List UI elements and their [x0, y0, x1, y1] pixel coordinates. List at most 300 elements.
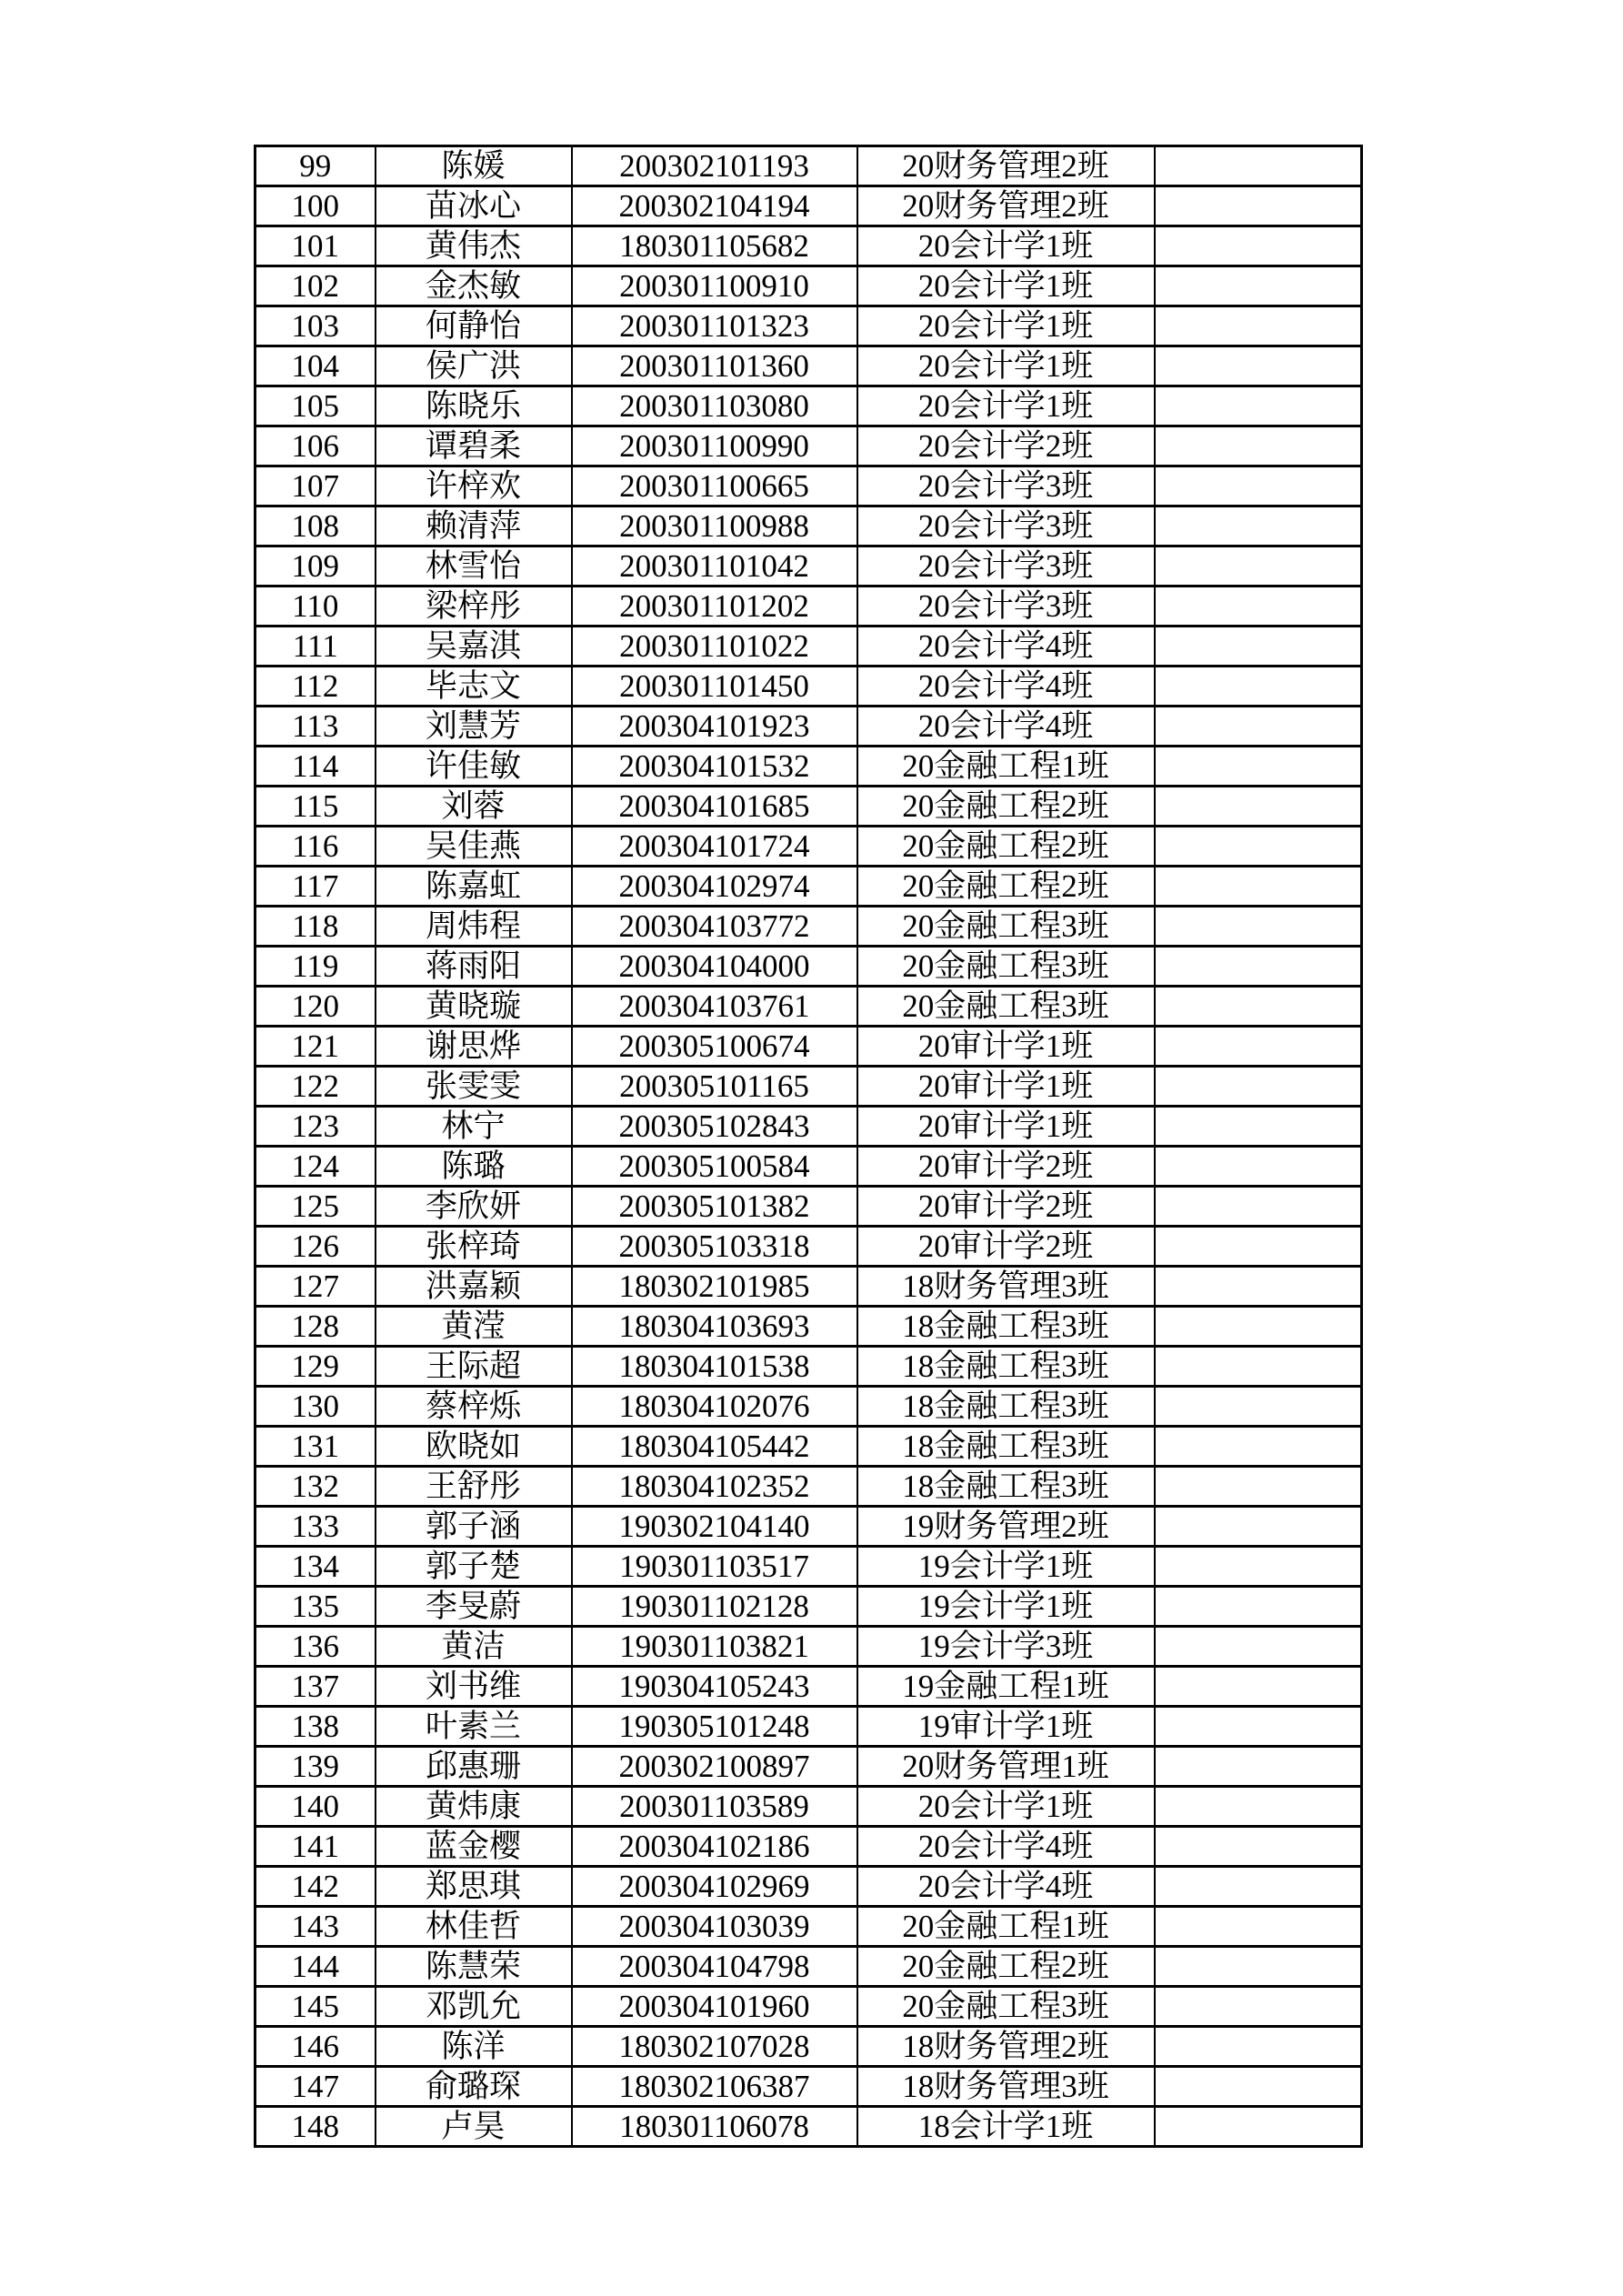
class-name-cell: 20会计学4班 [857, 667, 1155, 707]
row-number-cell: 122 [255, 1067, 376, 1107]
table-row [255, 787, 1362, 827]
student-id-cell: 190302104140 [572, 1507, 857, 1547]
table-row [255, 1747, 1362, 1787]
row-number-cell: 105 [255, 386, 376, 426]
student-id-cell: 200304101724 [572, 827, 857, 867]
note-cell [1155, 2027, 1362, 2067]
student-name-cell: 陈嘉虹 [376, 867, 572, 907]
student-name-cell: 侯广洪 [376, 346, 572, 386]
note-cell [1155, 466, 1362, 506]
table-row [255, 1027, 1362, 1067]
student-name-cell: 张雯雯 [376, 1067, 572, 1107]
table-row [255, 827, 1362, 867]
row-number-cell: 109 [255, 546, 376, 587]
student-name-cell: 何静怡 [376, 306, 572, 346]
student-name-cell: 陈洋 [376, 2027, 572, 2067]
student-id-cell: 200301100910 [572, 266, 857, 306]
student-roster-table [254, 145, 1363, 2148]
note-cell [1155, 1707, 1362, 1747]
student-name-cell: 蓝金樱 [376, 1827, 572, 1867]
note-cell [1155, 1747, 1362, 1787]
class-name-cell: 18会计学1班 [857, 2107, 1155, 2147]
student-id-cell: 200305103318 [572, 1227, 857, 1267]
student-name-cell: 黄滢 [376, 1307, 572, 1347]
student-id-cell: 200304101923 [572, 707, 857, 747]
row-number-cell: 138 [255, 1707, 376, 1747]
student-name-cell: 黄炜康 [376, 1787, 572, 1827]
note-cell [1155, 386, 1362, 426]
student-id-cell: 200301101022 [572, 627, 857, 667]
class-name-cell: 20会计学1班 [857, 226, 1155, 266]
row-number-cell: 134 [255, 1547, 376, 1587]
table-row [255, 1347, 1362, 1387]
table-row [255, 2027, 1362, 2067]
class-name-cell: 20金融工程3班 [857, 987, 1155, 1027]
class-name-cell: 20金融工程2班 [857, 867, 1155, 907]
student-roster-body [255, 146, 1362, 2147]
class-name-cell: 20审计学1班 [857, 1027, 1155, 1067]
class-name-cell: 20审计学2班 [857, 1147, 1155, 1187]
student-id-cell: 200301103080 [572, 386, 857, 426]
table-row [255, 1147, 1362, 1187]
student-id-cell: 180304103693 [572, 1307, 857, 1347]
student-id-cell: 200304101960 [572, 1987, 857, 2027]
student-name-cell: 刘慧芳 [376, 707, 572, 747]
table-row [255, 266, 1362, 306]
note-cell [1155, 1627, 1362, 1667]
row-number-cell: 110 [255, 587, 376, 627]
class-name-cell: 20财务管理1班 [857, 1747, 1155, 1787]
class-name-cell: 19财务管理2班 [857, 1507, 1155, 1547]
student-id-cell: 200302101193 [572, 146, 857, 186]
table-row [255, 907, 1362, 947]
class-name-cell: 19会计学1班 [857, 1587, 1155, 1627]
note-cell [1155, 146, 1362, 186]
student-name-cell: 赖清萍 [376, 506, 572, 546]
note-cell [1155, 506, 1362, 546]
note-cell [1155, 627, 1362, 667]
class-name-cell: 20金融工程1班 [857, 747, 1155, 787]
student-id-cell: 200305100674 [572, 1027, 857, 1067]
table-row [255, 1387, 1362, 1427]
student-id-cell: 180301105682 [572, 226, 857, 266]
note-cell [1155, 867, 1362, 907]
student-id-cell: 180302107028 [572, 2027, 857, 2067]
table-row [255, 306, 1362, 346]
row-number-cell: 104 [255, 346, 376, 386]
note-cell [1155, 1827, 1362, 1867]
class-name-cell: 18财务管理3班 [857, 1267, 1155, 1307]
table-row [255, 987, 1362, 1027]
note-cell [1155, 2107, 1362, 2147]
table-row [255, 466, 1362, 506]
row-number-cell: 112 [255, 667, 376, 707]
student-id-cell: 200304101532 [572, 747, 857, 787]
class-name-cell: 19审计学1班 [857, 1707, 1155, 1747]
note-cell [1155, 1907, 1362, 1947]
note-cell [1155, 1667, 1362, 1707]
class-name-cell: 19会计学3班 [857, 1627, 1155, 1667]
note-cell [1155, 947, 1362, 987]
student-id-cell: 200304101685 [572, 787, 857, 827]
note-cell [1155, 266, 1362, 306]
class-name-cell: 20会计学1班 [857, 266, 1155, 306]
row-number-cell: 108 [255, 506, 376, 546]
student-name-cell: 郭子涵 [376, 1507, 572, 1547]
student-id-cell: 200301100990 [572, 426, 857, 466]
row-number-cell: 101 [255, 226, 376, 266]
row-number-cell: 148 [255, 2107, 376, 2147]
student-id-cell: 200301100988 [572, 506, 857, 546]
row-number-cell: 135 [255, 1587, 376, 1627]
student-name-cell: 林佳哲 [376, 1907, 572, 1947]
table-row [255, 1507, 1362, 1547]
row-number-cell: 117 [255, 867, 376, 907]
student-id-cell: 200305102843 [572, 1107, 857, 1147]
class-name-cell: 19会计学1班 [857, 1547, 1155, 1587]
student-name-cell: 林宁 [376, 1107, 572, 1147]
row-number-cell: 123 [255, 1107, 376, 1147]
student-id-cell: 200301101450 [572, 667, 857, 707]
student-id-cell: 200301103589 [572, 1787, 857, 1827]
row-number-cell: 116 [255, 827, 376, 867]
table-row [255, 506, 1362, 546]
student-id-cell: 180304105442 [572, 1427, 857, 1467]
row-number-cell: 136 [255, 1627, 376, 1667]
table-row [255, 707, 1362, 747]
student-name-cell: 谢思烨 [376, 1027, 572, 1067]
student-id-cell: 200301101360 [572, 346, 857, 386]
student-name-cell: 林雪怡 [376, 546, 572, 587]
student-name-cell: 苗冰心 [376, 186, 572, 226]
student-name-cell: 黄伟杰 [376, 226, 572, 266]
student-name-cell: 王舒彤 [376, 1467, 572, 1507]
student-name-cell: 刘蓉 [376, 787, 572, 827]
note-cell [1155, 747, 1362, 787]
row-number-cell: 127 [255, 1267, 376, 1307]
table-row [255, 1467, 1362, 1507]
row-number-cell: 147 [255, 2067, 376, 2107]
student-id-cell: 200301100665 [572, 466, 857, 506]
student-id-cell: 190301102128 [572, 1587, 857, 1627]
student-id-cell: 200304102974 [572, 867, 857, 907]
row-number-cell: 145 [255, 1987, 376, 2027]
table-row [255, 1427, 1362, 1467]
row-number-cell: 139 [255, 1747, 376, 1787]
student-name-cell: 王际超 [376, 1347, 572, 1387]
student-id-cell: 180301106078 [572, 2107, 857, 2147]
student-id-cell: 200301101042 [572, 546, 857, 587]
class-name-cell: 19金融工程1班 [857, 1667, 1155, 1707]
student-id-cell: 200304104798 [572, 1947, 857, 1987]
student-id-cell: 200302100897 [572, 1747, 857, 1787]
class-name-cell: 18金融工程3班 [857, 1387, 1155, 1427]
class-name-cell: 20会计学3班 [857, 466, 1155, 506]
row-number-cell: 114 [255, 747, 376, 787]
note-cell [1155, 587, 1362, 627]
note-cell [1155, 667, 1362, 707]
student-id-cell: 200305100584 [572, 1147, 857, 1187]
student-name-cell: 周炜程 [376, 907, 572, 947]
row-number-cell: 113 [255, 707, 376, 747]
student-name-cell: 俞璐琛 [376, 2067, 572, 2107]
table-row [255, 386, 1362, 426]
class-name-cell: 20会计学1班 [857, 346, 1155, 386]
table-row [255, 226, 1362, 266]
row-number-cell: 119 [255, 947, 376, 987]
row-number-cell: 133 [255, 1507, 376, 1547]
student-id-cell: 180304102076 [572, 1387, 857, 1427]
note-cell [1155, 2067, 1362, 2107]
table-row [255, 587, 1362, 627]
note-cell [1155, 1187, 1362, 1227]
student-name-cell: 刘书维 [376, 1667, 572, 1707]
student-id-cell: 190301103821 [572, 1627, 857, 1667]
table-row [255, 1267, 1362, 1307]
table-row [255, 667, 1362, 707]
note-cell [1155, 426, 1362, 466]
table-row [255, 627, 1362, 667]
student-name-cell: 毕志文 [376, 667, 572, 707]
table-row [255, 2067, 1362, 2107]
class-name-cell: 20金融工程2班 [857, 827, 1155, 867]
student-name-cell: 陈媛 [376, 146, 572, 186]
student-id-cell: 200304104000 [572, 947, 857, 987]
table-row [255, 1307, 1362, 1347]
class-name-cell: 20财务管理2班 [857, 146, 1155, 186]
note-cell [1155, 226, 1362, 266]
student-name-cell: 邓凯允 [376, 1987, 572, 2027]
class-name-cell: 20会计学4班 [857, 1827, 1155, 1867]
row-number-cell: 130 [255, 1387, 376, 1427]
class-name-cell: 20审计学1班 [857, 1067, 1155, 1107]
student-name-cell: 吴嘉淇 [376, 627, 572, 667]
table-row [255, 1067, 1362, 1107]
table-row [255, 1907, 1362, 1947]
student-name-cell: 陈璐 [376, 1147, 572, 1187]
table-row [255, 546, 1362, 587]
note-cell [1155, 1387, 1362, 1427]
student-id-cell: 190301103517 [572, 1547, 857, 1587]
row-number-cell: 121 [255, 1027, 376, 1067]
table-row [255, 1867, 1362, 1907]
row-number-cell: 143 [255, 1907, 376, 1947]
note-cell [1155, 306, 1362, 346]
row-number-cell: 146 [255, 2027, 376, 2067]
note-cell [1155, 827, 1362, 867]
note-cell [1155, 1427, 1362, 1467]
class-name-cell: 20会计学3班 [857, 506, 1155, 546]
table-row [255, 1707, 1362, 1747]
row-number-cell: 142 [255, 1867, 376, 1907]
class-name-cell: 20会计学4班 [857, 627, 1155, 667]
student-name-cell: 叶素兰 [376, 1707, 572, 1747]
row-number-cell: 118 [255, 907, 376, 947]
table-row [255, 426, 1362, 466]
student-id-cell: 200305101382 [572, 1187, 857, 1227]
student-id-cell: 200302104194 [572, 186, 857, 226]
table-row [255, 1227, 1362, 1267]
student-name-cell: 邱惠珊 [376, 1747, 572, 1787]
row-number-cell: 128 [255, 1307, 376, 1347]
row-number-cell: 131 [255, 1427, 376, 1467]
row-number-cell: 144 [255, 1947, 376, 1987]
table-row [255, 1827, 1362, 1867]
note-cell [1155, 1027, 1362, 1067]
student-id-cell: 180304101538 [572, 1347, 857, 1387]
class-name-cell: 18金融工程3班 [857, 1467, 1155, 1507]
student-name-cell: 李欣妍 [376, 1187, 572, 1227]
class-name-cell: 20审计学2班 [857, 1187, 1155, 1227]
note-cell [1155, 1507, 1362, 1547]
note-cell [1155, 1347, 1362, 1387]
note-cell [1155, 1307, 1362, 1347]
table-row [255, 346, 1362, 386]
student-name-cell: 李旻蔚 [376, 1587, 572, 1627]
class-name-cell: 18金融工程3班 [857, 1307, 1155, 1347]
note-cell [1155, 1227, 1362, 1267]
student-id-cell: 200304103039 [572, 1907, 857, 1947]
row-number-cell: 129 [255, 1347, 376, 1387]
student-name-cell: 陈慧荣 [376, 1947, 572, 1987]
row-number-cell: 132 [255, 1467, 376, 1507]
class-name-cell: 20金融工程2班 [857, 1947, 1155, 1987]
table-row [255, 1947, 1362, 1987]
row-number-cell: 102 [255, 266, 376, 306]
row-number-cell: 111 [255, 627, 376, 667]
note-cell [1155, 1987, 1362, 2027]
table-row [255, 1547, 1362, 1587]
note-cell [1155, 1067, 1362, 1107]
row-number-cell: 106 [255, 426, 376, 466]
note-cell [1155, 787, 1362, 827]
table-row [255, 1787, 1362, 1827]
row-number-cell: 141 [255, 1827, 376, 1867]
row-number-cell: 120 [255, 987, 376, 1027]
table-row [255, 867, 1362, 907]
note-cell [1155, 1867, 1362, 1907]
student-name-cell: 黄洁 [376, 1627, 572, 1667]
row-number-cell: 115 [255, 787, 376, 827]
class-name-cell: 20金融工程3班 [857, 947, 1155, 987]
student-name-cell: 郭子楚 [376, 1547, 572, 1587]
note-cell [1155, 1787, 1362, 1827]
student-name-cell: 黄晓璇 [376, 987, 572, 1027]
class-name-cell: 20会计学4班 [857, 707, 1155, 747]
student-id-cell: 190305101248 [572, 1707, 857, 1747]
row-number-cell: 125 [255, 1187, 376, 1227]
row-number-cell: 103 [255, 306, 376, 346]
note-cell [1155, 1547, 1362, 1587]
note-cell [1155, 1147, 1362, 1187]
table-row [255, 146, 1362, 186]
student-name-cell: 卢昊 [376, 2107, 572, 2147]
student-name-cell: 洪嘉颖 [376, 1267, 572, 1307]
class-name-cell: 20金融工程3班 [857, 907, 1155, 947]
student-id-cell: 200301101202 [572, 587, 857, 627]
class-name-cell: 20会计学1班 [857, 386, 1155, 426]
student-name-cell: 蒋雨阳 [376, 947, 572, 987]
student-name-cell: 陈晓乐 [376, 386, 572, 426]
note-cell [1155, 546, 1362, 587]
student-id-cell: 200304102969 [572, 1867, 857, 1907]
table-row [255, 186, 1362, 226]
table-row [255, 2107, 1362, 2147]
student-id-cell: 180302101985 [572, 1267, 857, 1307]
student-id-cell: 200304103761 [572, 987, 857, 1027]
class-name-cell: 20金融工程1班 [857, 1907, 1155, 1947]
student-id-cell: 200305101165 [572, 1067, 857, 1107]
class-name-cell: 20审计学1班 [857, 1107, 1155, 1147]
note-cell [1155, 1107, 1362, 1147]
note-cell [1155, 707, 1362, 747]
student-id-cell: 200301101323 [572, 306, 857, 346]
student-name-cell: 梁梓彤 [376, 587, 572, 627]
table-row [255, 747, 1362, 787]
table-row [255, 1627, 1362, 1667]
table-row [255, 1667, 1362, 1707]
row-number-cell: 126 [255, 1227, 376, 1267]
student-name-cell: 欧晓如 [376, 1427, 572, 1467]
row-number-cell: 107 [255, 466, 376, 506]
student-name-cell: 郑思琪 [376, 1867, 572, 1907]
class-name-cell: 20会计学3班 [857, 587, 1155, 627]
table-row [255, 1587, 1362, 1627]
class-name-cell: 20会计学2班 [857, 426, 1155, 466]
student-name-cell: 吴佳燕 [376, 827, 572, 867]
note-cell [1155, 1467, 1362, 1507]
student-id-cell: 190304105243 [572, 1667, 857, 1707]
student-id-cell: 180304102352 [572, 1467, 857, 1507]
class-name-cell: 20金融工程2班 [857, 787, 1155, 827]
row-number-cell: 137 [255, 1667, 376, 1707]
student-name-cell: 金杰敏 [376, 266, 572, 306]
class-name-cell: 18财务管理2班 [857, 2027, 1155, 2067]
student-id-cell: 200304103772 [572, 907, 857, 947]
note-cell [1155, 186, 1362, 226]
class-name-cell: 20会计学1班 [857, 306, 1155, 346]
student-id-cell: 180302106387 [572, 2067, 857, 2107]
class-name-cell: 18金融工程3班 [857, 1347, 1155, 1387]
note-cell [1155, 987, 1362, 1027]
row-number-cell: 140 [255, 1787, 376, 1827]
class-name-cell: 20金融工程3班 [857, 1987, 1155, 2027]
student-name-cell: 张梓琦 [376, 1227, 572, 1267]
note-cell [1155, 346, 1362, 386]
class-name-cell: 20会计学3班 [857, 546, 1155, 587]
student-name-cell: 蔡梓烁 [376, 1387, 572, 1427]
note-cell [1155, 1267, 1362, 1307]
note-cell [1155, 1947, 1362, 1987]
table-row [255, 1107, 1362, 1147]
row-number-cell: 99 [255, 146, 376, 186]
row-number-cell: 100 [255, 186, 376, 226]
class-name-cell: 20会计学1班 [857, 1787, 1155, 1827]
table-row [255, 947, 1362, 987]
student-name-cell: 许梓欢 [376, 466, 572, 506]
class-name-cell: 18财务管理3班 [857, 2067, 1155, 2107]
student-name-cell: 许佳敏 [376, 747, 572, 787]
class-name-cell: 20会计学4班 [857, 1867, 1155, 1907]
student-id-cell: 200304102186 [572, 1827, 857, 1867]
class-name-cell: 18金融工程3班 [857, 1427, 1155, 1467]
student-name-cell: 谭碧柔 [376, 426, 572, 466]
class-name-cell: 20审计学2班 [857, 1227, 1155, 1267]
table-row [255, 1187, 1362, 1227]
table-row [255, 1987, 1362, 2027]
note-cell [1155, 1587, 1362, 1627]
note-cell [1155, 907, 1362, 947]
